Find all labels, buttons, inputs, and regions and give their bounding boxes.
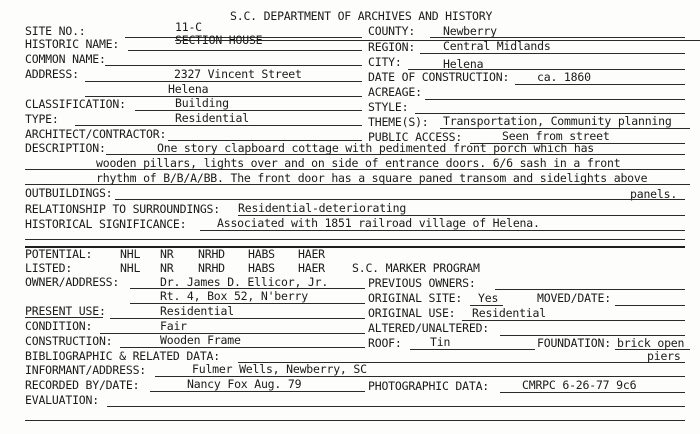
roof-value: Tin <box>430 335 451 349</box>
site-no-value: 11-C <box>175 20 202 34</box>
acreage-line <box>425 99 685 100</box>
informant-value: Fulmer Wells, Newberry, SC <box>192 362 367 376</box>
public-access-value: Seen from street <box>502 129 610 143</box>
date-construction-line <box>515 84 685 85</box>
original-use-label: ORIGINAL USE: <box>368 306 456 320</box>
agency-header: S.C. DEPARTMENT OF ARCHIVES AND HISTORY <box>230 9 493 23</box>
foundation-label: FOUNDATION: <box>537 336 611 350</box>
address-label: ADDRESS: <box>25 67 79 81</box>
photographic-data-value: CMRPC 6-26-77 9c6 <box>522 378 637 392</box>
photographic-data-line <box>500 392 685 393</box>
address-value-line1: 2327 Vincent Street <box>174 67 302 81</box>
region-line <box>420 53 685 54</box>
condition-label: CONDITION: <box>25 319 93 333</box>
city-value: Helena <box>443 57 484 71</box>
date-construction-value: ca. 1860 <box>537 70 591 84</box>
description-line1: One story clapboard cottage with pedimented front porch which has <box>157 141 595 155</box>
present-use-label: PRESENT USE: <box>25 304 106 318</box>
foundation-value-line1: brick open <box>617 336 685 350</box>
common-name-label: COMMON NAME: <box>25 52 106 66</box>
evaluation-line-2 <box>25 420 685 421</box>
date-construction-label: DATE OF CONSTRUCTION: <box>368 70 510 84</box>
potential-option-nhl: NHL <box>120 247 141 261</box>
owner-value-line1: Dr. James D. Ellicor, Jr. <box>160 275 329 289</box>
construction-line <box>120 347 365 348</box>
address-value-line2: Helena <box>168 82 209 96</box>
present-use-value: Residential <box>160 304 234 318</box>
bibliographic-label: BIBLIOGRAPHIC & RELATED DATA: <box>25 349 220 363</box>
present-use-line <box>110 318 365 319</box>
sc-marker-program: S.C. MARKER PROGRAM <box>352 261 480 275</box>
roof-label: ROOF: <box>368 336 402 350</box>
original-use-value: Residential <box>472 306 546 320</box>
previous-owners-label: PREVIOUS OWNERS: <box>368 276 476 290</box>
address-line-1 <box>85 81 362 82</box>
potential-label: POTENTIAL: <box>25 247 93 261</box>
relationship-value: Residential-deteriorating <box>238 201 407 215</box>
construction-value: Wooden Frame <box>160 333 241 347</box>
present-use-label-underline <box>25 317 103 318</box>
county-label: COUNTY: <box>368 24 416 38</box>
evaluation-line-1 <box>107 406 685 407</box>
recorded-by-value: Nancy Fox Aug. 79 <box>187 377 302 391</box>
listed-option-nrhd: NRHD <box>198 261 225 275</box>
relationship-label: RELATIONSHIP TO SURROUNDINGS: <box>25 202 220 216</box>
recorded-by-line <box>150 391 365 392</box>
outbuildings-line <box>115 199 685 200</box>
description-label: DESCRIPTION: <box>25 141 106 155</box>
moved-date-line <box>615 305 685 306</box>
original-site-label: ORIGINAL SITE: <box>368 291 463 305</box>
historical-significance-line <box>200 230 685 231</box>
historical-significance-label: HISTORICAL SIGNIFICANCE: <box>25 217 187 231</box>
listed-option-haer: HAER <box>298 261 325 275</box>
listed-option-nhl: NHL <box>120 261 141 275</box>
photographic-data-label: PHOTOGRAPHIC DATA: <box>368 379 490 393</box>
informant-label: INFORMANT/ADDRESS: <box>25 363 147 377</box>
classification-label: CLASSIFICATION: <box>25 97 126 111</box>
listed-option-habs: HABS <box>248 261 275 275</box>
description-rule-3 <box>25 184 690 185</box>
historical-significance-extra-line <box>25 239 685 240</box>
city-label: CITY: <box>368 55 402 69</box>
potential-option-haer: HAER <box>298 247 325 261</box>
outbuildings-label: OUTBUILDINGS: <box>25 186 113 200</box>
region-label: REGION: <box>368 40 416 54</box>
recorded-by-label: RECORDED BY/DATE: <box>25 378 140 392</box>
county-value: Newberry <box>443 24 497 38</box>
moved-date-label: MOVED/DATE: <box>537 291 611 305</box>
region-value: Central Midlands <box>443 39 551 53</box>
owner-value-line2: Rt. 4, Box 52, N'berry <box>160 289 308 303</box>
original-site-value: Yes <box>478 291 499 305</box>
owner-label: OWNER/ADDRESS: <box>25 275 120 289</box>
historic-name-value: SECTION HOUSE <box>175 34 700 47</box>
condition-value: Fair <box>160 319 187 333</box>
site-no-label: SITE NO.: <box>25 24 86 38</box>
foundation-value-line2: piers <box>647 349 681 363</box>
description-line4: panels. <box>630 187 678 201</box>
historic-name-line <box>128 50 362 51</box>
public-access-label: PUBLIC ACCESS: <box>368 130 463 144</box>
classification-value: Building <box>175 96 229 110</box>
previous-owners-line <box>495 289 685 290</box>
evaluation-label: EVALUATION: <box>25 393 99 407</box>
potential-option-nr: NR <box>160 247 174 261</box>
common-name-line <box>105 65 362 66</box>
potential-option-nrhd: NRHD <box>198 247 225 261</box>
construction-label: CONSTRUCTION: <box>25 334 113 348</box>
acreage-label: ACREAGE: <box>368 85 422 99</box>
historic-name-label: HISTORIC NAME: <box>25 37 120 51</box>
original-use-line <box>462 320 685 321</box>
description-line2: wooden pillars, lights over and on side of entrance doors. 6/6 sash in a front <box>96 156 621 170</box>
altered-label: ALTERED/UNALTERED: <box>368 321 490 335</box>
description-line3: rhythm of B/B/A/BB. The front door has a square paned transom and sidelights above <box>96 171 648 185</box>
listed-option-nr: NR <box>160 261 174 275</box>
listed-label: LISTED: <box>25 261 73 275</box>
potential-option-habs: HABS <box>248 247 275 261</box>
type-label: TYPE: <box>25 112 59 126</box>
historical-significance-value: Associated with 1851 railroad village of Helena. <box>217 216 540 230</box>
roof-line <box>410 349 535 350</box>
description-rule-1 <box>106 154 685 155</box>
type-value: Residential <box>175 111 249 125</box>
themes-label: THEME(S): <box>368 115 429 129</box>
style-label: STYLE: <box>368 100 409 114</box>
type-line <box>75 125 362 126</box>
themes-value: Transportation, Community planning <box>443 114 672 128</box>
description-rule-2 <box>25 169 685 170</box>
architect-label: ARCHITECT/CONTRACTOR: <box>25 127 167 141</box>
